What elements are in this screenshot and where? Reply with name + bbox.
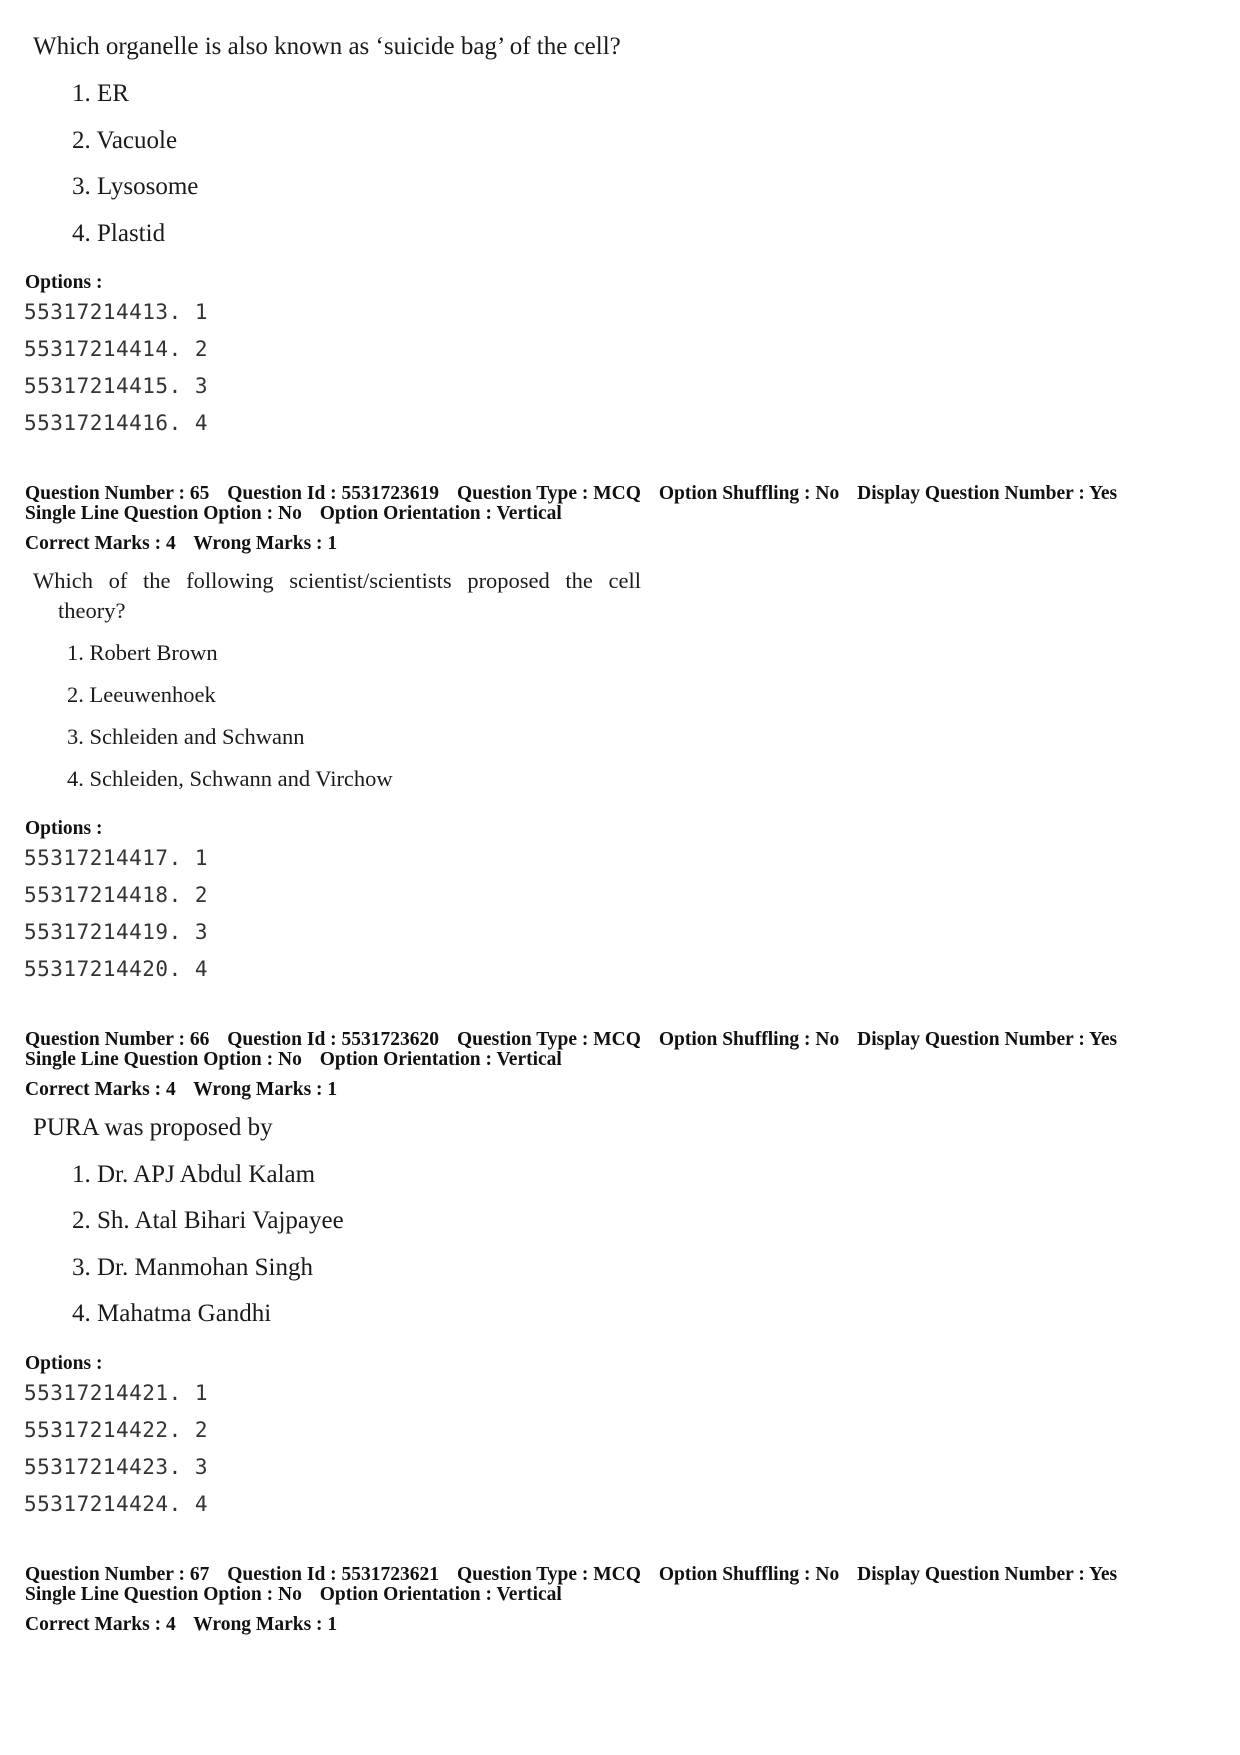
option-id-row: 55317214415. 3 bbox=[24, 374, 209, 398]
question-choice-3: 3. Schleiden and Schwann bbox=[67, 724, 305, 749]
option-shuffling: Option Shuffling : No bbox=[658, 1564, 840, 1585]
question-choice-4: 4. Mahatma Gandhi bbox=[72, 1300, 272, 1327]
question-id: Question Id : 5531723619 bbox=[227, 483, 440, 504]
option-orientation: Option Orientation : Vertical bbox=[319, 1584, 562, 1605]
question-choice-1: 1. Dr. APJ Abdul Kalam bbox=[72, 1161, 316, 1188]
option-id-row: 55317214420. 4 bbox=[24, 957, 209, 981]
question-meta-line-1 bbox=[25, 1030, 1130, 1050]
question-meta-line-2 bbox=[25, 504, 575, 524]
options-label: Options : bbox=[25, 818, 103, 839]
wrong-marks: Wrong Marks : 1 bbox=[193, 1614, 338, 1635]
option-orientation: Option Orientation : Vertical bbox=[319, 1049, 562, 1070]
question-meta-line-1 bbox=[25, 484, 1130, 504]
question-number: Question Number : 67 bbox=[25, 1564, 210, 1585]
option-orientation: Option Orientation : Vertical bbox=[319, 503, 562, 524]
question-meta-line-2 bbox=[25, 1585, 575, 1605]
question-stem: Which of the following scientist/scientists proposed the cell bbox=[33, 568, 642, 593]
question-choice-2: 2. Leeuwenhoek bbox=[67, 682, 216, 707]
question-meta-line-1 bbox=[25, 1565, 1130, 1585]
option-id-row: 55317214421. 1 bbox=[24, 1381, 209, 1405]
question-choice-4: 4. Plastid bbox=[72, 220, 166, 247]
question-stem: Which organelle is also known as ‘suicide bag’ of the cell? bbox=[33, 33, 621, 60]
question-choice-1: 1. ER bbox=[72, 80, 129, 107]
single-line-question-option: Single Line Question Option : No bbox=[25, 1584, 302, 1605]
option-id-row: 55317214423. 3 bbox=[24, 1455, 209, 1479]
correct-marks: Correct Marks : 4 bbox=[25, 1079, 176, 1100]
option-id-row: 55317214414. 2 bbox=[24, 337, 209, 361]
option-id-row: 55317214419. 3 bbox=[24, 920, 209, 944]
question-choice-4: 4. Schleiden, Schwann and Virchow bbox=[67, 766, 393, 791]
option-shuffling: Option Shuffling : No bbox=[658, 1029, 840, 1050]
question-id: Question Id : 5531723621 bbox=[227, 1564, 440, 1585]
question-stem-continued: theory? bbox=[58, 598, 126, 623]
question-type: Question Type : MCQ bbox=[456, 483, 641, 504]
question-number: Question Number : 65 bbox=[25, 483, 210, 504]
single-line-question-option: Single Line Question Option : No bbox=[25, 1049, 302, 1070]
option-id-row: 55317214422. 2 bbox=[24, 1418, 209, 1442]
option-id-row: 55317214417. 1 bbox=[24, 846, 209, 870]
question-id: Question Id : 5531723620 bbox=[227, 1029, 440, 1050]
question-choice-3: 3. Lysosome bbox=[72, 173, 199, 200]
correct-marks: Correct Marks : 4 bbox=[25, 1614, 176, 1635]
question-marks-line bbox=[25, 534, 350, 554]
question-choice-2: 2. Sh. Atal Bihari Vajpayee bbox=[72, 1207, 344, 1234]
options-label: Options : bbox=[25, 272, 103, 293]
correct-marks: Correct Marks : 4 bbox=[25, 533, 176, 554]
question-type: Question Type : MCQ bbox=[456, 1564, 641, 1585]
question-marks-line bbox=[25, 1615, 350, 1635]
question-choice-1: 1. Robert Brown bbox=[67, 640, 218, 665]
option-id-row: 55317214418. 2 bbox=[24, 883, 209, 907]
question-stem: PURA was proposed by bbox=[33, 1114, 273, 1141]
question-type: Question Type : MCQ bbox=[456, 1029, 641, 1050]
question-meta-line-2 bbox=[25, 1050, 575, 1070]
question-marks-line bbox=[25, 1080, 350, 1100]
options-label: Options : bbox=[25, 1353, 103, 1374]
option-id-row: 55317214413. 1 bbox=[24, 300, 209, 324]
question-number: Question Number : 66 bbox=[25, 1029, 210, 1050]
option-id-row: 55317214424. 4 bbox=[24, 1492, 209, 1516]
wrong-marks: Wrong Marks : 1 bbox=[193, 533, 338, 554]
question-choice-2: 2. Vacuole bbox=[72, 127, 178, 154]
wrong-marks: Wrong Marks : 1 bbox=[193, 1079, 338, 1100]
display-question-number: Display Question Number : Yes bbox=[857, 483, 1118, 504]
display-question-number: Display Question Number : Yes bbox=[857, 1564, 1118, 1585]
display-question-number: Display Question Number : Yes bbox=[857, 1029, 1118, 1050]
option-shuffling: Option Shuffling : No bbox=[658, 483, 840, 504]
option-id-row: 55317214416. 4 bbox=[24, 411, 209, 435]
question-choice-3: 3. Dr. Manmohan Singh bbox=[72, 1254, 313, 1281]
single-line-question-option: Single Line Question Option : No bbox=[25, 503, 302, 524]
